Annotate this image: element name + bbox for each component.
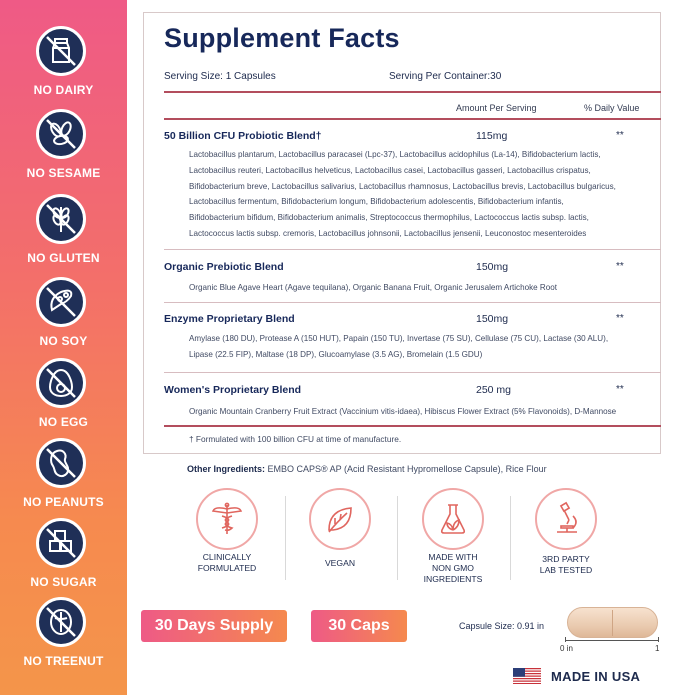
made-in-usa-label: MADE IN USA	[551, 668, 641, 684]
blend-name: Women's Proprietary Blend	[164, 384, 302, 396]
allergen-no-sugar	[0, 518, 127, 600]
peanut-icon	[36, 438, 86, 488]
divider	[164, 118, 661, 120]
ingredient-line: Amylase (180 DU), Protease A (150 HUT), Papain (150 TU), Invertase (75 SU), Cellulase (75 CU), Lactase (30 ALU),	[189, 334, 609, 343]
flask-leaf-icon	[422, 488, 484, 550]
other-ingredients	[187, 464, 547, 474]
ingredient-line: Lactobacillus reuteri, Lactobacillus helveticus, Lactobacillus casei, Lactobacillus gasseri, Lactobacillus crispatus,	[189, 165, 591, 175]
feature-lab-tested	[524, 488, 608, 588]
blend-ingredients	[189, 331, 649, 363]
egg-icon	[36, 358, 86, 408]
feature-divider	[285, 496, 286, 580]
us-flag-icon	[513, 668, 541, 684]
caps-badge: 30 Caps	[311, 610, 407, 642]
capsule-image	[567, 607, 658, 638]
ingredient-line: Lactobacillus plantarum, Lactobacillus paracasei (Lpc-37), Lactobacillus acidophilus (La-14), Bifidobacterium lactis,	[189, 150, 601, 159]
col-dv-header: % Daily Value	[584, 103, 640, 113]
tree-nut-icon	[36, 597, 86, 647]
blend-daily-value: **	[616, 261, 624, 272]
servings-per-container: Serving Per Container:30	[389, 71, 502, 82]
feature-label	[290, 558, 390, 569]
allergen-no-treenut	[0, 597, 127, 679]
blend-amount: 150mg	[476, 261, 509, 273]
ruler-tick	[565, 637, 566, 642]
feature-label	[177, 552, 277, 574]
blend-daily-value: **	[616, 130, 624, 141]
ruler-start-label: 0 in	[560, 644, 573, 653]
supplement-facts-panel	[143, 12, 661, 454]
caduceus-icon	[196, 488, 258, 550]
feature-clinically-formulated	[185, 488, 269, 588]
milk-carton-icon	[36, 26, 86, 76]
ingredient-line: Bifidobacterium breve, Lactobacillus salivarius, Lactobacillus rhamnosus, Lactobacillus brevis, Lactobacillus bulgaricus,	[189, 181, 616, 191]
col-amount-header: Amount Per Serving	[456, 103, 537, 113]
leaf-icon	[309, 488, 371, 550]
feature-divider	[510, 496, 511, 580]
allergen-label: NO SESAME	[26, 166, 101, 180]
blend-daily-value: **	[616, 384, 624, 395]
feature-divider	[397, 496, 398, 580]
microscope-icon	[535, 488, 597, 550]
allergen-label: NO SUGAR	[30, 575, 97, 589]
sesame-seeds-icon	[36, 109, 86, 159]
blend-ingredients	[189, 147, 649, 242]
divider	[164, 425, 661, 427]
blend-amount: 115mg	[476, 130, 508, 142]
ingredient-line: Organic Mountain Cranberry Fruit Extract (Vaccinium vitis-idaea), Hibiscus Flower Extract (5% Flavonoids), D-Mannose	[189, 407, 617, 416]
feature-label-line: FORMULATED	[197, 563, 257, 573]
facts-title: Supplement Facts	[164, 23, 400, 53]
allergen-no-dairy	[0, 26, 127, 108]
feature-label	[403, 552, 503, 585]
ingredient-line: Lipase (22.5 FIP), Maltase (18 DP), Glucoamylase (3.5 AG), Bromelain (1.5 GDU)	[189, 349, 483, 359]
feature-label-line: 3RD PARTY	[542, 554, 590, 564]
blend-daily-value: **	[616, 313, 624, 324]
allergen-label: NO EGG	[38, 415, 89, 429]
made-in-usa	[513, 668, 640, 684]
feature-label-line: NON GMO	[431, 563, 474, 573]
allergen-no-soy	[0, 277, 127, 359]
allergen-label: NO PEANUTS	[23, 495, 104, 509]
other-ingredients-label: Other Ingredients:	[187, 464, 266, 474]
capsule-seam	[612, 610, 613, 636]
ruler-tick	[658, 637, 659, 642]
feature-vegan	[298, 488, 382, 588]
feature-label-line: MADE WITH	[428, 552, 478, 562]
allergen-label: NO SOY	[39, 334, 88, 348]
divider	[164, 372, 661, 373]
blend-name: Enzyme Proprietary Blend	[164, 313, 295, 325]
blend-amount: 250 mg	[476, 384, 512, 396]
allergen-no-gluten	[0, 194, 127, 276]
allergen-label: NO GLUTEN	[27, 251, 100, 265]
allergen-sidebar	[0, 0, 127, 695]
ingredient-line: Organic Blue Agave Heart (Agave tequilana), Organic Banana Fruit, Organic Jerusalem Artichoke Root	[189, 283, 558, 292]
supply-badge: 30 Days Supply	[141, 610, 287, 642]
ingredient-line: Bifidobacterium bifidum, Bifidobacterium animalis, Streptococcus thermophilus, Lactococcus lactis subsp. lactis,	[189, 213, 589, 223]
ingredient-line: Lactococcus lactis subsp. cremoris, Lactobacillus johnsonii, Lactobacillus jensenii, Leuconostoc mesenteroides	[189, 228, 587, 238]
feature-non-gmo	[411, 488, 495, 588]
allergen-no-sesame	[0, 109, 127, 191]
allergen-no-egg	[0, 358, 127, 440]
divider	[164, 302, 661, 303]
blend-amount: 150mg	[476, 313, 509, 325]
blend-name: 50 Billion CFU Probiotic Blend†	[164, 130, 322, 142]
ingredient-line: Lactobacillus fermentum, Bifidobacterium longum, Bifidobacterium adolescentis, Bifidobacterium infantis,	[189, 197, 564, 207]
feature-label-line: CLINICALLY	[202, 552, 252, 562]
other-ingredients-text: EMBO CAPS® AP (Acid Resistant Hypromellose Capsule), Rice Flour	[265, 464, 547, 474]
wheat-icon	[36, 194, 86, 244]
feature-label-line: LAB TESTED	[539, 565, 593, 575]
sugar-cubes-icon	[36, 518, 86, 568]
capsule-size-label: Capsule Size: 0.91 in	[459, 621, 545, 631]
feature-label	[516, 554, 616, 576]
capsule-ruler	[565, 640, 659, 641]
allergen-label: NO DAIRY	[33, 83, 94, 97]
blend-ingredients	[189, 280, 649, 296]
divider	[164, 249, 661, 250]
ruler-end-label: 1	[655, 644, 660, 653]
serving-size: Serving Size: 1 Capsules	[164, 71, 276, 82]
allergen-no-peanuts	[0, 438, 127, 520]
soybean-icon	[36, 277, 86, 327]
feature-label-line: VEGAN	[324, 558, 356, 568]
blend-ingredients	[189, 404, 649, 420]
allergen-label: NO TREENUT	[23, 654, 104, 668]
feature-label-line: INGREDIENTS	[423, 574, 483, 584]
blend-name: Organic Prebiotic Blend	[164, 261, 284, 273]
facts-footnote: † Formulated with 100 billion CFU at time of manufacture.	[189, 434, 402, 444]
divider	[164, 91, 661, 93]
